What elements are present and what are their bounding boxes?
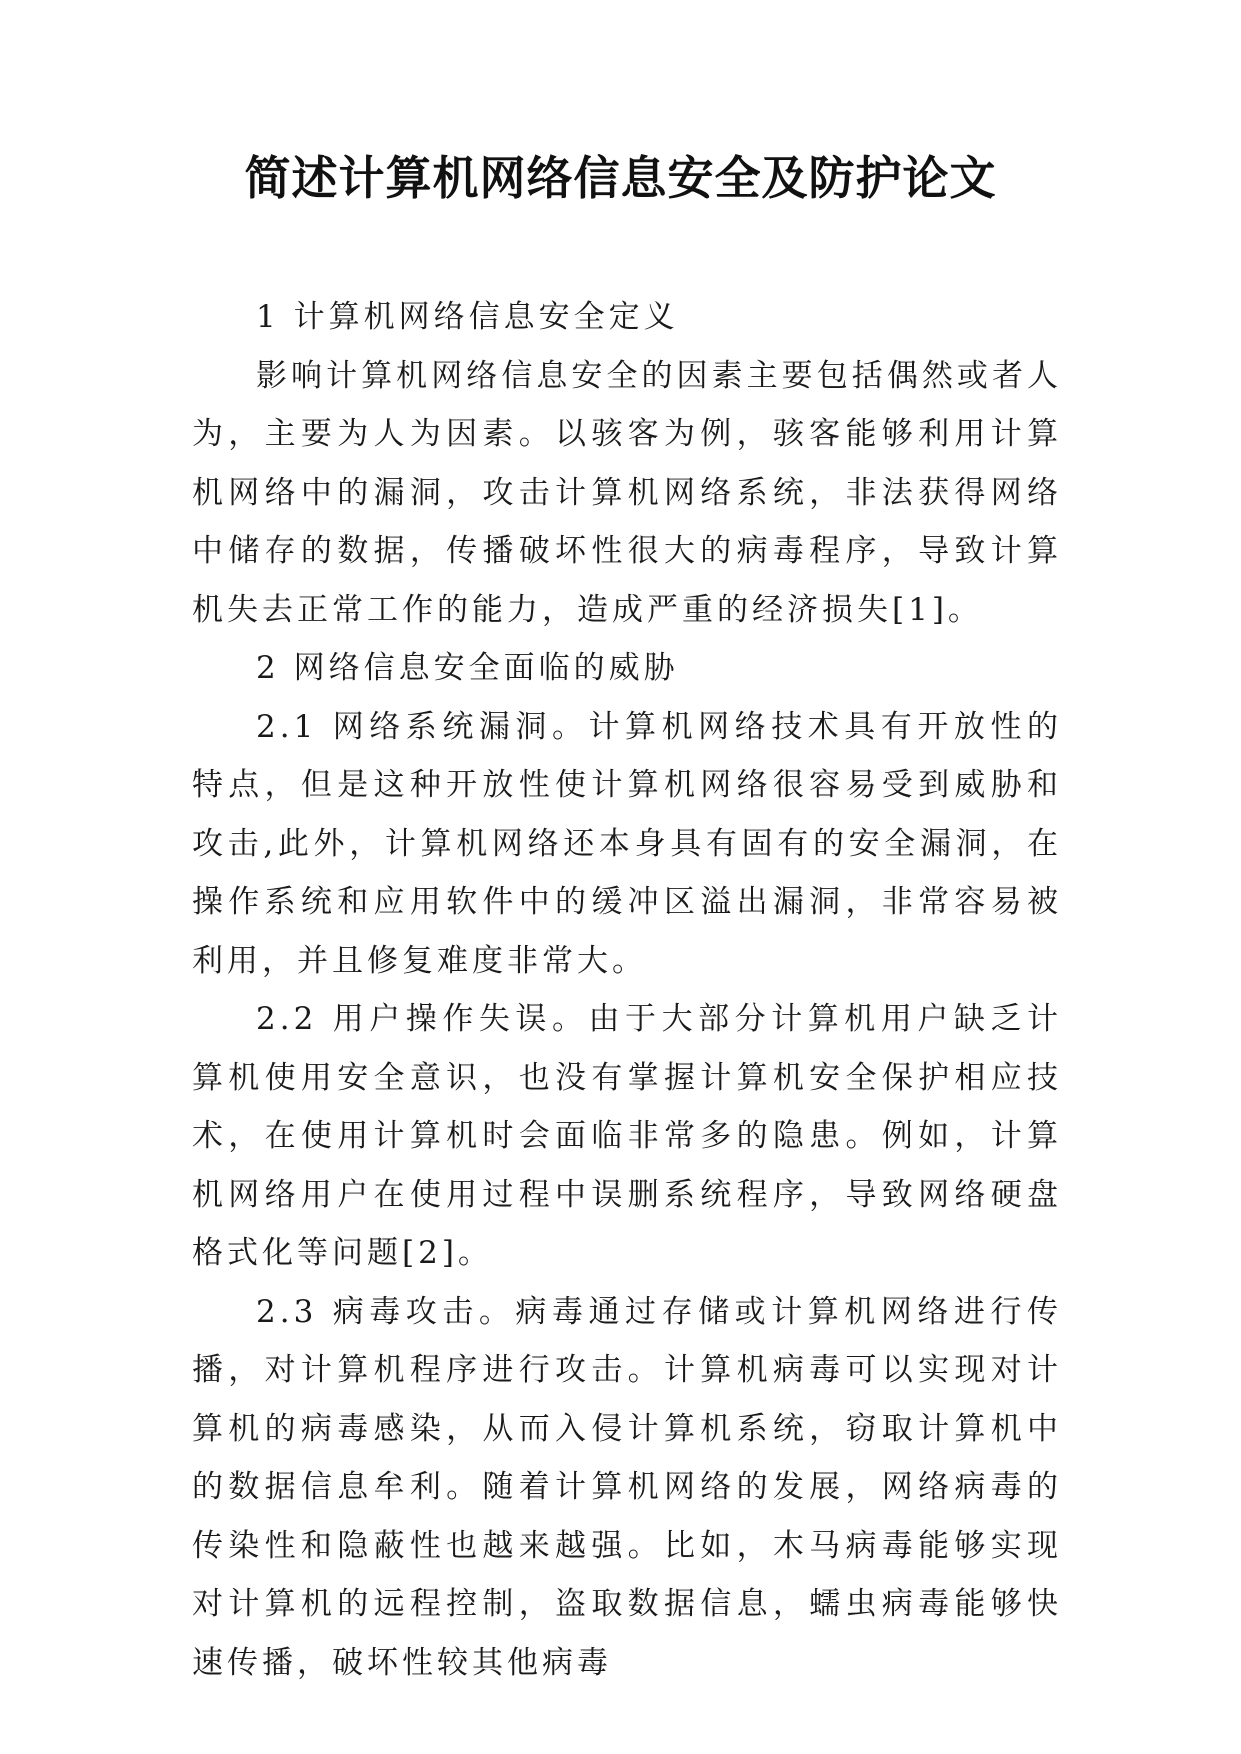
body-paragraph: 2.1 网络系统漏洞。计算机网络技术具有开放性的特点，但是这种开放性使计算机网络很容易受到威胁和攻击,此外，计算机网络还本身具有固有的安全漏洞，在操作系统和应用软件中的缓冲区溢出漏洞，非常容易被利用，并且修复难度非常大。 — [192, 708, 1062, 979]
body-paragraph: 影响计算机网络信息安全的因素主要包括偶然或者人为，主要为人为因素。以骇客为例，骇客能够利用计算机网络中的漏洞，攻击计算机网络系统，非法获得网络中储存的数据，传播破坏性很大的病毒程序，导致计算机失去正常工作的能力，造成严重的经济损失[1]。 — [192, 357, 1062, 628]
document-body — [192, 288, 1062, 1692]
body-paragraph: 2.2 用户操作失误。由于大部分计算机用户缺乏计算机使用安全意识，也没有掌握计算机安全保护相应技术，在使用计算机时会面临非常多的隐患。例如，计算机网络用户在使用过程中误删系统程序，导致网络硬盘格式化等问题[2]。 — [192, 1001, 1062, 1271]
section-heading: 1 计算机网络信息安全定义 — [256, 299, 679, 335]
body-paragraph: 2.3 病毒攻击。病毒通过存储或计算机网络进行传播，对计算机程序进行攻击。计算机病毒可以实现对计算机的病毒感染，从而入侵计算机系统，窃取计算机中的数据信息牟利。随着计算机网络的发展，网络病毒的传染性和隐蔽性也越来越强。比如，木马病毒能够实现对计算机的远程控制，盗取数据信息，蠕虫病毒能够快速传播，破坏性较其他病毒 — [192, 1293, 1062, 1681]
document-title: 简述计算机网络信息安全及防护论文 — [244, 151, 997, 205]
section-heading: 2 网络信息安全面临的威胁 — [256, 650, 679, 686]
